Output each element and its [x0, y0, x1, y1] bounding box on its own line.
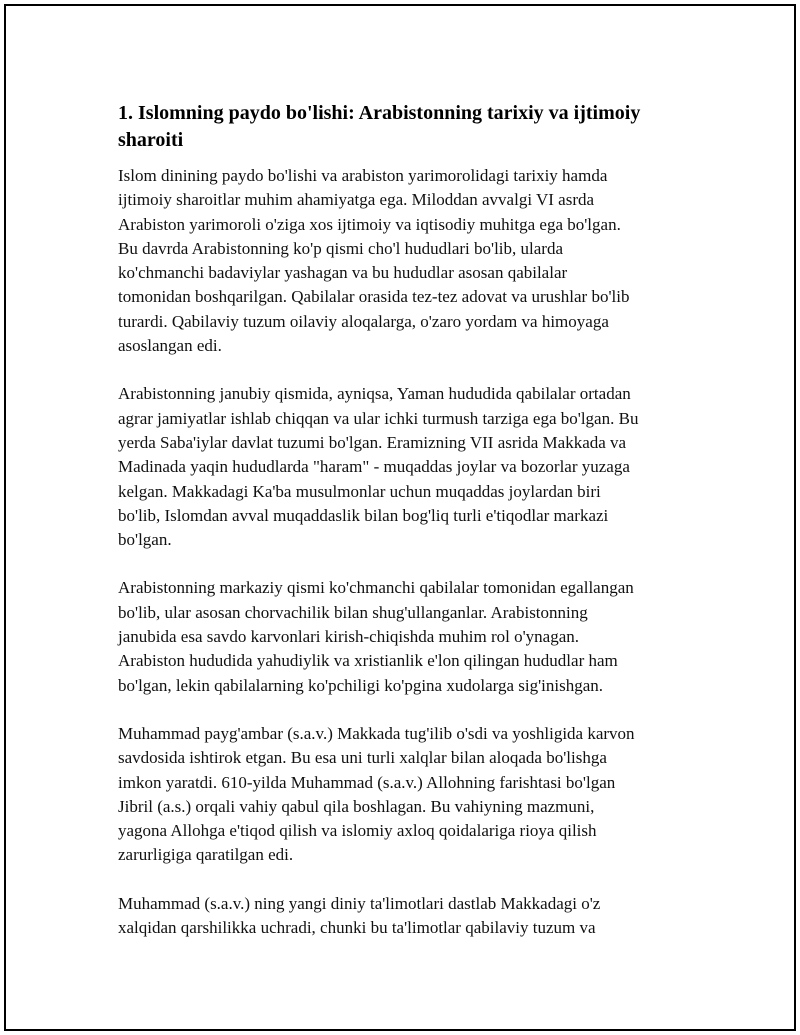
paragraph-1 — [118, 164, 698, 358]
text-line: kelgan. Makkadagi Ka'ba musulmonlar uchun muqaddas joylardan biri — [118, 481, 601, 501]
text-line: Muhammad payg'ambar (s.a.v.) Makkada tug'ilib o'sdi va yoshligida karvon — [118, 723, 635, 743]
page-frame — [4, 4, 796, 1031]
text-line: Islom dinining paydo bo'lishi va arabiston yarimorolidagi tarixiy hamda — [118, 166, 608, 185]
text-line: janubida esa savdo karvonlari kirish-chiqishda muhim rol o'ynagan. — [118, 627, 580, 647]
text-line: Arabistonning janubiy qismida, ayniqsa, Yaman hududida qabilalar ortadan — [118, 384, 631, 404]
text-line: bo'lib, Islomdan avval muqaddaslik bilan bog'liq turli e'tiqodlar markazi — [118, 505, 609, 525]
heading-line: 1. Islomning paydo bo'lishi: Arabistonning tarixiy va ijtimoiy — [118, 102, 641, 124]
text-line: ijtimoiy sharoitlar muhim ahamiyatga ega. Miloddan avvalgi VI asrda — [118, 190, 595, 210]
heading-line: sharoiti — [118, 129, 184, 151]
text-line: Jibril (a.s.) orqali vahiy qabul qila boshlagan. Bu vahiyning mazmuni, — [118, 796, 595, 816]
text-line: xalqidan qarshilikka uchradi, chunki bu ta'limotlar qabilaviy tuzum va — [118, 918, 596, 938]
text-line: asoslangan edi. — [118, 336, 222, 356]
text-line: Arabiston yarimoroli o'ziga xos ijtimoiy va iqtisodiy muhitga ega bo'lgan. — [118, 214, 621, 234]
paragraph-4 — [118, 722, 698, 868]
section-heading — [118, 100, 698, 154]
text-line: yerda Saba'iylar davlat tuzumi bo'lgan. Eramizning VII asrida Makkada va — [118, 432, 627, 452]
document-body — [118, 100, 698, 964]
text-line: imkon yaratdi. 610-yilda Muhammad (s.a.v.) Allohning farishtasi bo'lgan — [118, 772, 616, 792]
paragraph-3 — [118, 576, 698, 697]
text-line: bo'lgan. — [118, 530, 172, 550]
text-line: yagona Allohga e'tiqod qilish va islomiy axloq qoidalariga rioya qilish — [118, 821, 597, 841]
text-line: Bu davrda Arabistonning ko'p qismi cho'l hududlari bo'lib, ularda — [118, 238, 563, 258]
text-line: zarurligiga qaratilgan edi. — [118, 845, 294, 865]
text-line: Madinada yaqin hududlarda "haram" - muqaddas joylar va bozorlar yuzaga — [118, 457, 630, 477]
text-line: Muhammad (s.a.v.) ning yangi diniy ta'limotlari dastlab Makkadagi o'z — [118, 893, 601, 913]
text-line: bo'lgan, lekin qabilalarning ko'pchiligi ko'pgina xudolarga sig'inishgan. — [118, 675, 604, 695]
paragraph-5 — [118, 892, 698, 941]
text-line: savdosida ishtirok etgan. Bu esa uni turli xalqlar bilan aloqada bo'lishga — [118, 748, 607, 768]
text-line: Arabiston hududida yahudiylik va xristianlik e'lon qilingan hududlar ham — [118, 651, 618, 671]
text-line: turardi. Qabilaviy tuzum oilaviy aloqalarga, o'zaro yordam va himoyaga — [118, 311, 609, 331]
text-line: tomonidan boshqarilgan. Qabilalar orasida tez-tez adovat va urushlar bo'lib — [118, 287, 630, 307]
text-line: ko'chmanchi badaviylar yashagan va bu hududlar asosan qabilalar — [118, 263, 568, 283]
text-line: agrar jamiyatlar ishlab chiqqan va ular ichki turmush tarziga ega bo'lgan. Bu — [118, 408, 639, 428]
paragraph-2 — [118, 382, 698, 552]
text-line: Arabistonning markaziy qismi ko'chmanchi qabilalar tomonidan egallangan — [118, 578, 634, 598]
text-line: bo'lib, ular asosan chorvachilik bilan shug'ullanganlar. Arabistonning — [118, 602, 588, 622]
